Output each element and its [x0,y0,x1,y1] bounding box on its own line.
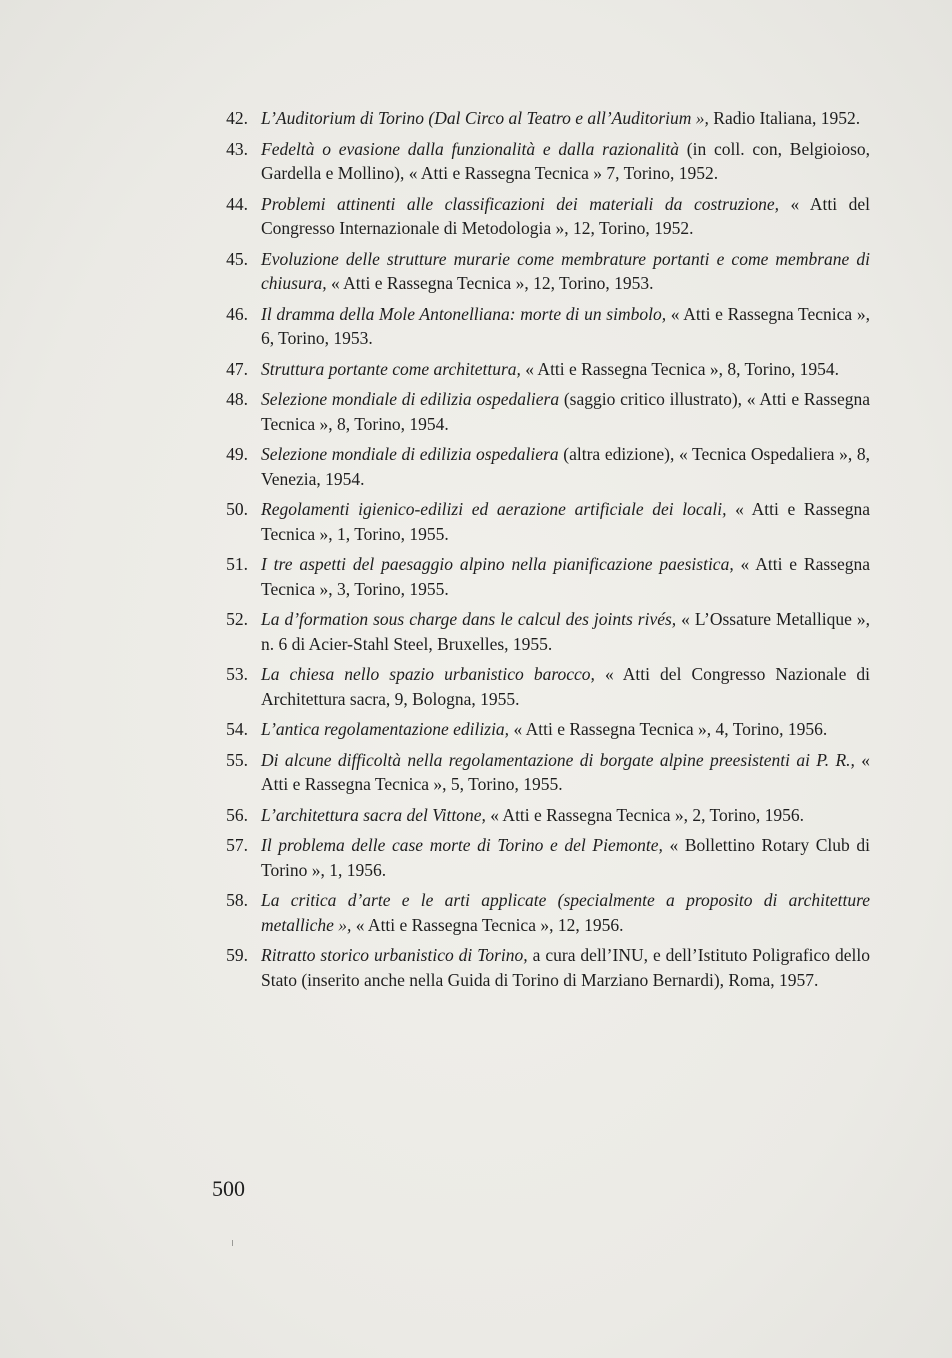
entry-details: « Atti e Rassegna Tecnica », 2, Torino, 1956. [485,804,805,825]
entry-number: 43. [226,138,248,159]
entry-title: L’antica regolamentazione edilizia, [261,719,510,739]
entry-number: 47. [226,358,248,379]
bibliography-entry [212,803,870,828]
entry-title: Selezione mondiale di edilizia ospedaliera [261,389,560,409]
bibliography-entry [212,357,870,382]
bibliography-entry [212,497,870,546]
bibliography-entry [212,302,870,351]
scan-speck [232,1240,233,1246]
entry-number: 51. [226,554,248,574]
bibliography-entry [212,662,870,711]
entry-details: « Atti e Rassegna Tecnica », 8, Torino, 1954. [520,358,840,379]
entry-number: 46. [226,303,248,324]
bibliography-entry [212,552,870,601]
entry-title: Di alcune difficoltà nella regolamentazione di borgate alpine preesistenti ai P. R., [261,749,855,770]
entry-number: 53. [226,664,248,684]
bibliography-entry [212,192,870,241]
bibliography-entry [212,247,870,296]
bibliography-entry [212,888,870,937]
entry-details: (altra edizione), « Tecnica Ospedaliera », 8, Venezia, 1954. [261,444,870,489]
entry-details: « Atti e Rassegna Tecnica », 3, Torino, 1955. [261,554,871,599]
page-number: 500 [212,1176,245,1201]
entry-title: Regolamenti igienico-edilizi ed aerazione artificiale dei locali, [261,499,727,519]
entry-title: Fedeltà o evasione dalla funzionalità e dalla razionalità [261,138,679,159]
entry-details: « Atti e Rassegna Tecnica », 12, 1956. [351,914,624,935]
entry-details: « Atti del Congresso Nazionale di Architettura sacra, 9, Bologna, 1955. [261,664,870,709]
bibliography-entry [212,442,870,491]
entry-number: 44. [226,193,248,214]
entry-title: Problemi attinenti alle classificazioni dei materiali da costruzione, [261,193,780,214]
entry-number: 52. [226,609,248,629]
bibliography-entry [212,607,870,656]
entry-title: La critica d’arte e le arti applicate (specialmente a proposito di architetture metalliche », [261,890,870,935]
entry-number: 58. [226,890,248,910]
entry-title: Selezione mondiale di edilizia ospedaliera [261,444,559,464]
entry-number: 48. [226,389,248,409]
entry-details: (in coll. con, Belgioioso, Gardella e Mollino), « Atti e Rassegna Tecnica » 7, Torino, 1952. [261,138,871,183]
bibliography-list [212,106,870,998]
entry-title: L’Auditorium di Torino (Dal Circo al Teatro e all’Auditorium », [261,108,709,128]
entry-title: Ritratto storico urbanistico di Torino, [261,945,528,965]
entry-title: La chiesa nello spazio urbanistico barocco, [261,664,595,684]
entry-number: 49. [226,444,248,464]
entry-number: 54. [226,719,248,739]
entry-title: Il problema delle case morte di Torino e del Piemonte, [261,835,663,855]
bibliography-entry [212,137,870,186]
entry-number: 56. [226,804,248,825]
entry-number: 42. [226,108,248,128]
bibliography-entry [212,717,870,742]
entry-details: « Atti e Rassegna Tecnica », 6, Torino, 1953. [261,303,870,348]
entry-number: 59. [226,945,248,965]
bibliography-entry [212,106,870,131]
bibliography-entry [212,748,870,797]
entry-title: Struttura portante come architettura, [261,358,521,379]
entry-details: « Atti e Rassegna Tecnica », 12, Torino, 1953. [326,273,654,293]
entry-number: 50. [226,499,248,519]
entry-number: 45. [226,248,248,269]
entry-details: « Bollettino Rotary Club di Torino », 1, 1956. [261,835,870,880]
entry-details: « Atti del Congresso Internazionale di Metodologia », 12, Torino, 1952. [261,193,870,238]
entry-title: I tre aspetti del paesaggio alpino nella pianificazione paesistica, [261,554,734,574]
entry-details: « Atti e Rassegna Tecnica », 5, Torino, 1955. [261,749,870,794]
entry-number: 57. [226,835,248,855]
entry-details: (saggio critico illustrato), « Atti e Rassegna Tecnica », 8, Torino, 1954. [261,389,870,434]
bibliography-entry [212,943,870,992]
entry-details: « Atti e Rassegna Tecnica », 1, Torino, 1955. [261,499,870,544]
entry-title: La d’formation sous charge dans le calcul des joints rivés, [261,609,677,629]
entry-details: a cura dell’INU, e dell’Istituto Poligrafico dello Stato (inserito anche nella Guida di Torino di Marziano Bernardi), Roma, 1957. [261,945,870,990]
entry-details: « L’Ossature Metallique », n. 6 di Acier-Stahl Steel, Bruxelles, 1955. [261,609,870,654]
entry-title: Evoluzione delle strutture murarie come membrature portanti e come membrane di chiusura, [261,248,870,293]
entry-number: 55. [226,749,248,770]
entry-details: « Atti e Rassegna Tecnica », 4, Torino, 1956. [509,719,828,739]
bibliography-entry [212,387,870,436]
entry-title: L’architettura sacra del Vittone, [261,804,486,825]
bibliography-entry [212,833,870,882]
entry-title: Il dramma della Mole Antonelliana: morte di un simbolo, [261,303,667,324]
entry-details: Radio Italiana, 1952. [708,108,861,128]
